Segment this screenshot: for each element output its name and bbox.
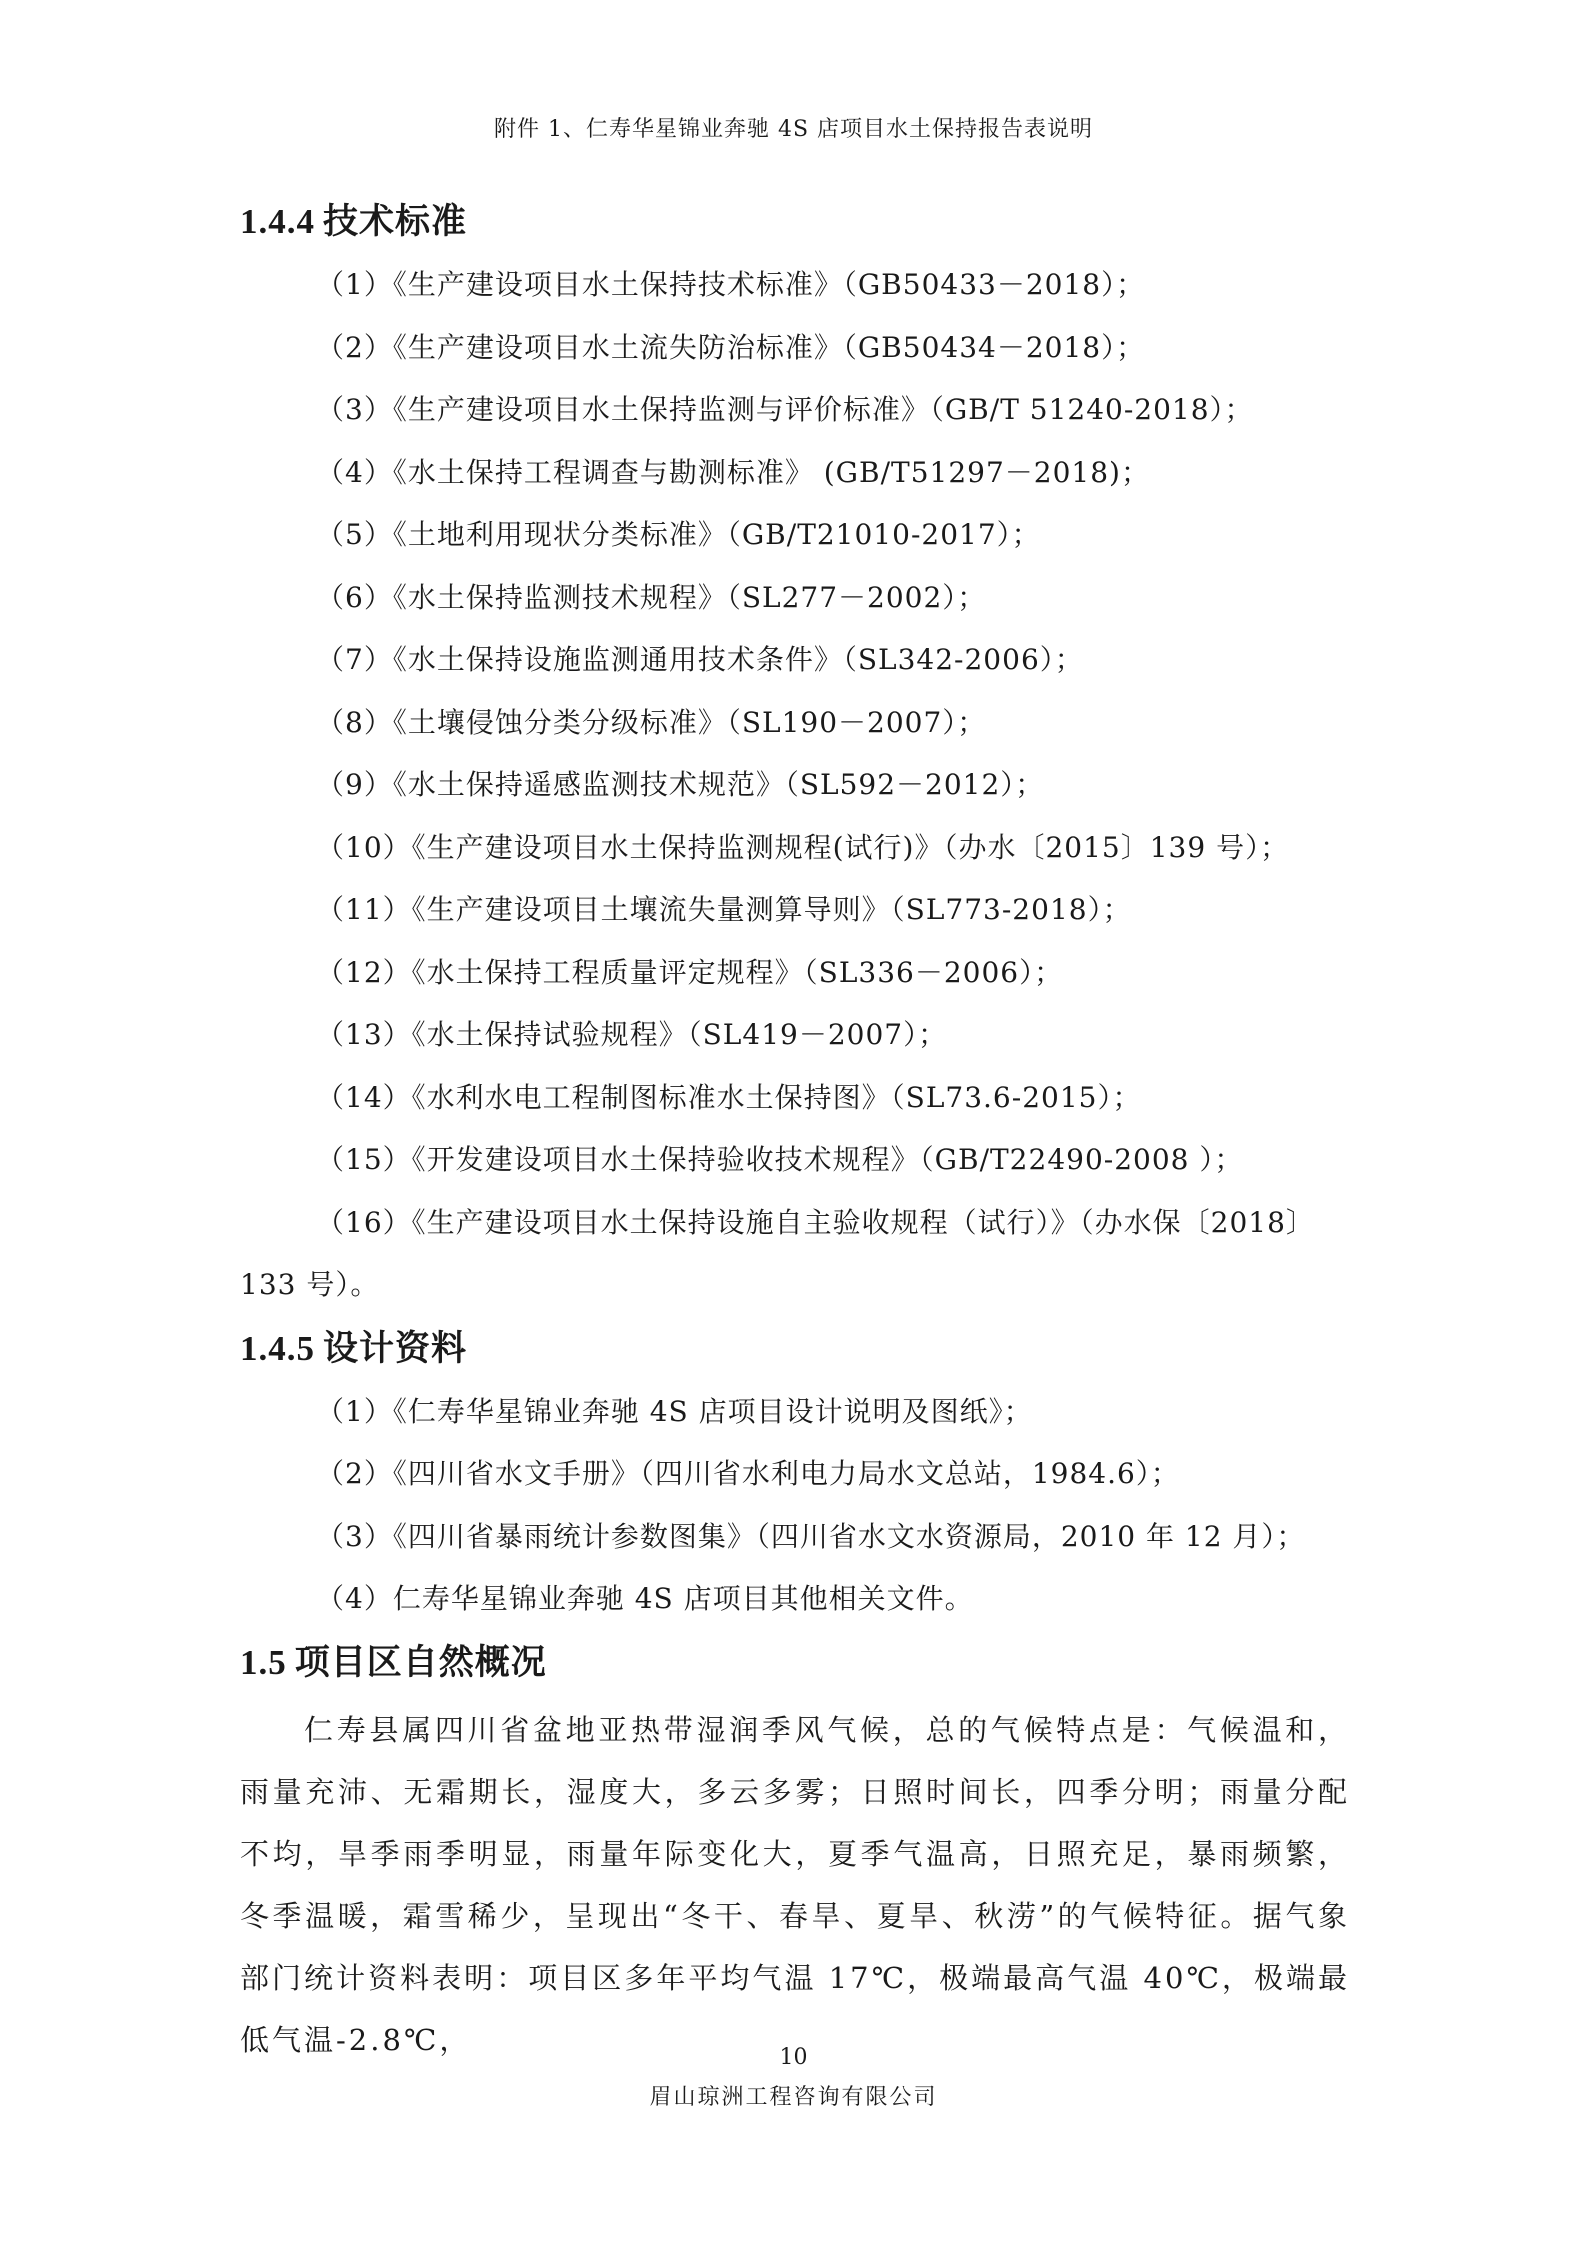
list-item: （3）《生产建设项目水土保持监测与评价标准》（GB/T 51240-2018）； (316, 393, 1254, 426)
section-number: 1.5 (240, 1642, 287, 1682)
list-item: （14）《水利水电工程制图标准水土保持图》（SL73.6-2015）； (316, 1080, 1142, 1114)
section-number: 1.4.5 (240, 1328, 315, 1368)
design-data-list (240, 1381, 1350, 1631)
list-item: （5）《土地利用现状分类标准》（GB/T21010-2017）； (316, 518, 1041, 551)
list-item: （9）《水土保持遥感监测技术规范》（SL592－2012）； (316, 768, 1045, 801)
section-heading-1-5 (240, 1631, 1350, 1695)
list-item: （2）《四川省水文手册》（四川省水利电力局水文总站，1984.6）； (316, 1457, 1180, 1490)
section-number: 1.4.4 (240, 202, 315, 241)
list-item: （1）《仁寿华星锦业奔驰 4S 店项目设计说明及图纸》； (316, 1394, 1033, 1428)
section-heading-1-4-4 (240, 190, 1350, 254)
section-heading-1-4-5 (240, 1317, 1350, 1381)
list-item: （13）《水土保持试验规程》（SL419－2007）； (316, 1018, 948, 1051)
list-item: （2）《生产建设项目水土流失防治标准》（GB50434－2018）； (316, 330, 1146, 364)
standards-list (240, 254, 1350, 1317)
list-item: （11）《生产建设项目土壤流失量测算导则》（SL773-2018）； (316, 893, 1132, 926)
list-item: （15）《开发建设项目水土保持验收技术规程》（GB/T22490-2008 ）； (316, 1143, 1244, 1176)
page-header: 附件 1、仁寿华星锦业奔驰 4S 店项目水土保持报告表说明 (493, 117, 1094, 142)
list-item: （1）《生产建设项目水土保持技术标准》（GB50433－2018）； (316, 268, 1146, 301)
list-item: （4）仁寿华星锦业奔驰 4S 店项目其他相关文件。 (316, 1582, 974, 1615)
footer-company: 眉山琼洲工程咨询有限公司 (649, 2085, 938, 2110)
list-item: （12）《水土保持工程质量评定规程》（SL336－2006）； (316, 955, 1064, 989)
list-item: （3）《四川省暴雨统计参数图集》（四川省水文水资源局，2010 年 12 月）； (316, 1519, 1306, 1553)
section-title: 技术标准 (323, 202, 468, 242)
document-body (240, 190, 1350, 2071)
section-title: 设计资料 (323, 1328, 468, 1369)
climate-paragraph: 仁寿县属四川省盆地亚热带湿润季风气候，总的气候特点是：气候温和，雨量充沛、无霜期长，湿度大，多云多雾；日照时间长，四季分明；雨量分配不均，旱季雨季明显，雨量年际变化大，夏季气温高，日照充足，暴雨频繁，冬季温暖，霜雪稀少，呈现出“冬干、春旱、夏旱、秋涝”的气候特征。据气象部门统计资料表明：项目区多年平均气温 17℃，极端最高气温 40℃，极端最低气温-2.8℃， (240, 1712, 1350, 2057)
list-item: （8）《土壤侵蚀分类分级标准》（SL190－2007）； (316, 705, 987, 739)
list-item: （7）《水土保持设施监测通用技术条件》（SL342-2006）； (316, 643, 1084, 676)
list-item: （6）《水土保持监测技术规程》（SL277－2002）； (316, 580, 987, 614)
list-item: （16）《生产建设项目水土保持设施自主验收规程（试行）》（办水保〔2018〕133 号）。 (240, 1205, 1315, 1301)
page-number: 10 (779, 2045, 808, 2070)
section-title: 项目区自然概况 (294, 1642, 547, 1683)
list-item: （10）《生产建设项目水土保持监测规程(试行)》（办水〔2015〕139 号）； (316, 830, 1290, 864)
list-item: （4）《水土保持工程调查与勘测标准》 (GB/T51297－2018)； (316, 455, 1150, 489)
